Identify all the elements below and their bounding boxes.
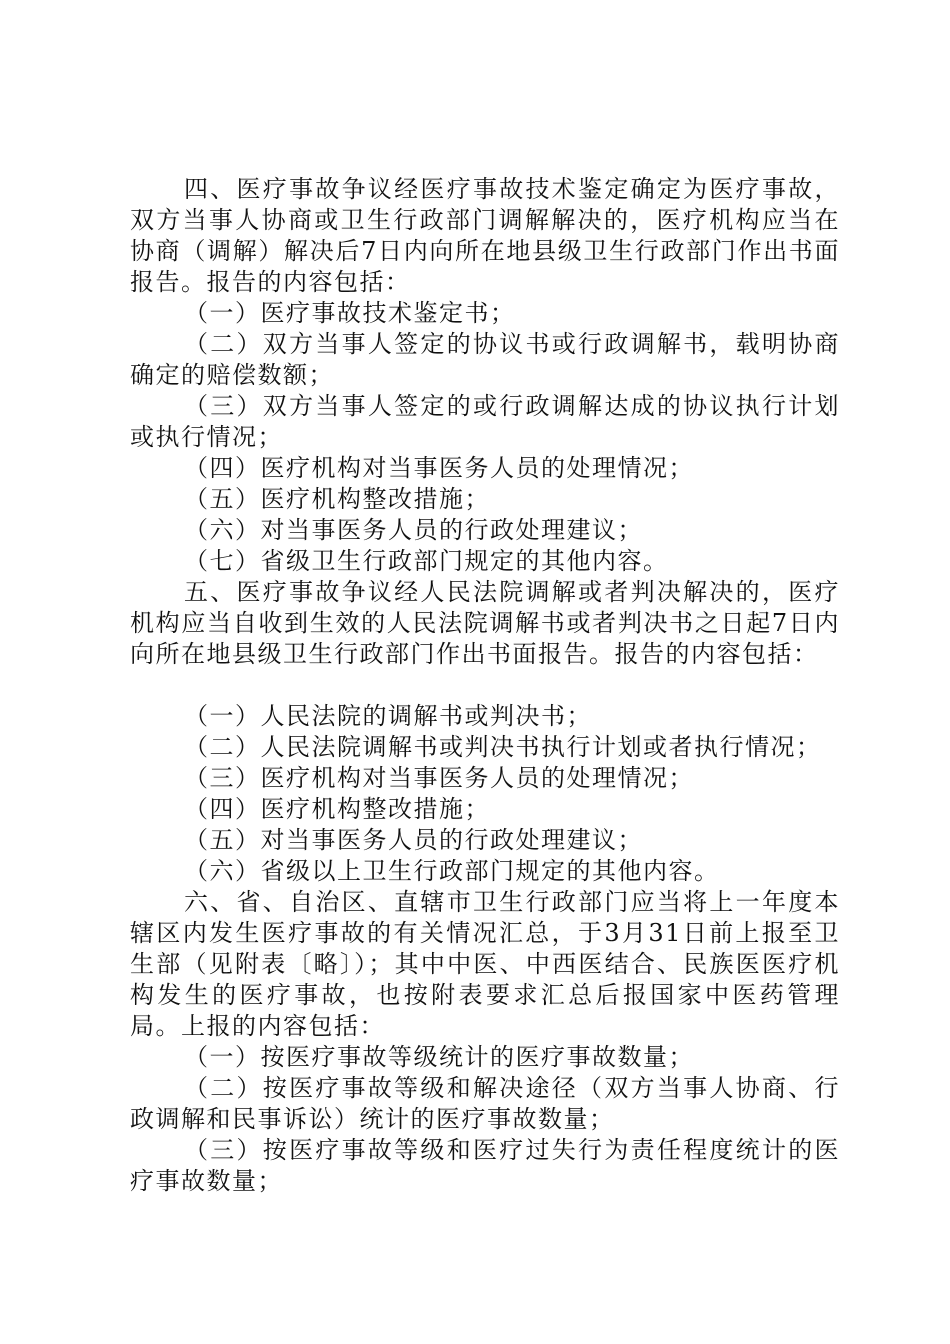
section-5-item-5: （五）对当事医务人员的行政处理建议； [184,826,643,854]
paragraph-gap [130,670,840,701]
section-4-item-4: （四）医疗机构对当事医务人员的处理情况； [184,454,694,482]
section-5-item-3: （三）医疗机构对当事医务人员的处理情况； [184,764,694,792]
section-4-item-3: （三）双方当事人签定的或行政调解达成的协议执行计划或执行情况； [130,392,840,451]
section-4-intro: 四、医疗事故争议经医疗事故技术鉴定确定为医疗事故，双方当事人协商或卫生行政部门调解解决的，医疗机构应当在协商（调解）解决后7日内向所在地县级卫生行政部门作出书面报告。报告的内容包括： [130,175,840,296]
section-5-item-2: （二）人民法院调解书或判决书执行计划或者执行情况； [184,733,822,761]
section-4-item-6: （六）对当事医务人员的行政处理建议； [184,516,643,544]
section-6-item-2: （二）按医疗事故等级和解决途径（双方当事人协商、行政调解和民事诉讼）统计的医疗事故数量； [130,1074,840,1133]
section-4-item-2: （二）双方当事人签定的协议书或行政调解书，载明协商确定的赔偿数额； [130,330,840,389]
section-4-item-1: （一）医疗事故技术鉴定书； [184,299,516,327]
document-body [130,174,840,1197]
section-5-intro: 五、医疗事故争议经人民法院调解或者判决解决的，医疗机构应当自收到生效的人民法院调解书或者判决书之日起7日内向所在地县级卫生行政部门作出书面报告。报告的内容包括： [130,578,840,668]
section-5-item-4: （四）医疗机构整改措施； [184,795,490,823]
section-4-item-5: （五）医疗机构整改措施； [184,485,490,513]
section-5-item-1: （一）人民法院的调解书或判决书； [184,702,592,730]
section-6-item-3: （三）按医疗事故等级和医疗过失行为责任程度统计的医疗事故数量； [130,1136,840,1195]
section-5-item-6: （六）省级以上卫生行政部门规定的其他内容。 [184,857,720,885]
section-6-item-1: （一）按医疗事故等级统计的医疗事故数量； [184,1043,694,1071]
section-6-intro: 六、省、自治区、直辖市卫生行政部门应当将上一年度本辖区内发生医疗事故的有关情况汇总，于3月31日前上报至卫生部（见附表〔略〕）；其中中医、中西医结合、民族医医疗机构发生的医疗事故，也按附表要求汇总后报国家中医药管理局。上报的内容包括： [130,888,840,1040]
section-4-item-7: （七）省级卫生行政部门规定的其他内容。 [184,547,669,575]
